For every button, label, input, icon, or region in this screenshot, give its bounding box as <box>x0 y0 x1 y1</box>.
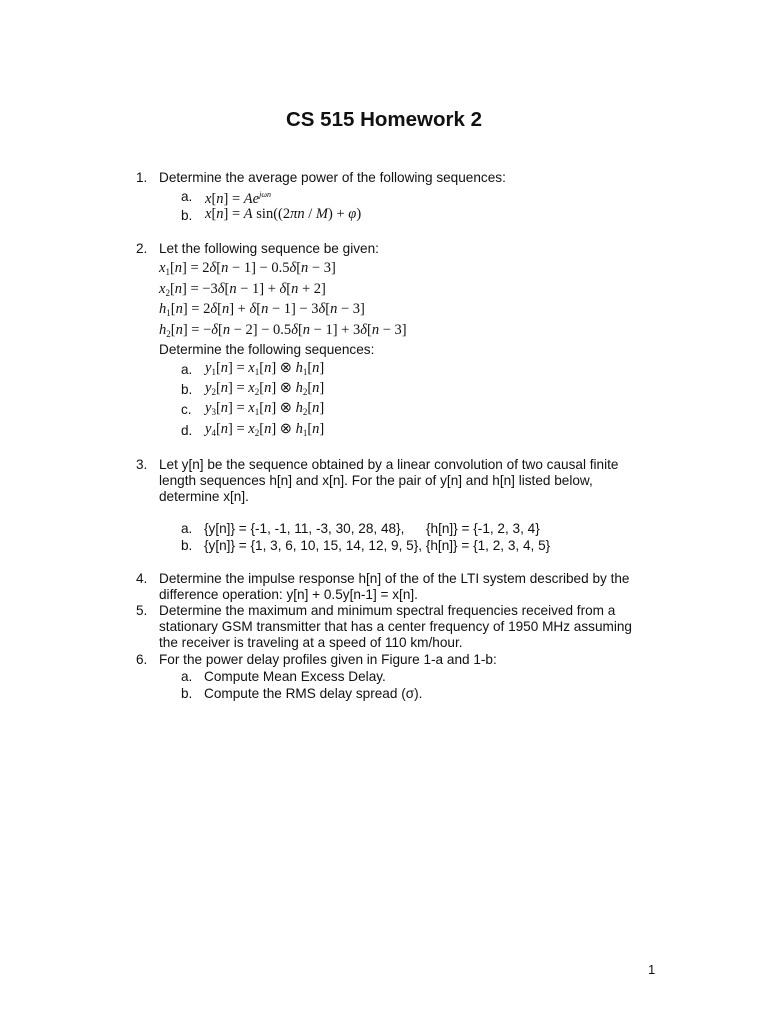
q2-c-label: c. <box>181 402 192 417</box>
q3-a-label: a. <box>181 521 193 536</box>
q3-number: 3. <box>136 457 148 472</box>
q2-a-label: a. <box>181 362 193 377</box>
q2-x2-equation: $x_2[n] = -3\delta[n - 1] + \delta[n + 2]$ <box>159 281 326 298</box>
q5-line-1: Determine the maximum and minimum spectral frequencies received from a <box>159 603 616 618</box>
q6-b-label: b. <box>181 686 193 701</box>
q3-a-y: {y[n]} = {-1, -1, 11, -3, 30, 28, 48}, <box>204 521 405 536</box>
q2-h1-equation: $h_1[n] = 2\delta[n] + \delta[n - 1] - 3\delta[n - 3]$ <box>159 301 365 318</box>
q2-a-equation: $y_1[n] = x_1[n]$ ⊗ $h_1[n]$ <box>205 360 325 377</box>
page-number: 1 <box>648 962 656 977</box>
q3-line-1: Let y[n] be the sequence obtained by a linear convolution of two causal finite <box>159 457 619 472</box>
q5-line-3: the receiver is traveling at a speed of 110 km/hour. <box>159 635 463 650</box>
q2-determine-text: Determine the following sequences: <box>159 342 375 357</box>
q3-line-3: determine x[n]. <box>159 489 249 504</box>
q3-b-label: b. <box>181 538 193 553</box>
q4-number: 4. <box>136 571 148 586</box>
q5-line-2: stationary GSM transmitter that has a center frequency of 1950 MHz assuming <box>159 619 632 634</box>
q1-b-equation: x[n] = A sin((2πn / M) + φ) <box>205 206 362 222</box>
q4-line-1: Determine the impulse response h[n] of the of the LTI system described by the <box>159 571 630 586</box>
q1-text: Determine the average power of the following sequences: <box>159 170 506 185</box>
q1-number: 1. <box>136 170 148 185</box>
q2-b-equation: $y_2[n] = x_2[n]$ ⊗ $h_2[n]$ <box>205 380 325 397</box>
q1-b-label: b. <box>181 208 193 223</box>
q3-line-2: length sequences h[n] and x[n]. For the pair of y[n] and h[n] listed below, <box>159 473 593 488</box>
q5-number: 5. <box>136 603 148 618</box>
page-title: CS 515 Homework 2 <box>286 108 482 131</box>
q2-number: 2. <box>136 241 148 256</box>
q3-b-text: {y[n]} = {1, 3, 6, 10, 15, 14, 12, 9, 5}, {h[n]} = {1, 2, 3, 4, 5} <box>204 538 551 553</box>
q3-a-h: {h[n]} = {-1, 2, 3, 4} <box>426 521 540 536</box>
q2-d-label: d. <box>181 423 193 438</box>
q2-text: Let the following sequence be given: <box>159 241 379 256</box>
q1-a-equation: $x[n] = Ae^{j\omega n}$ <box>205 190 271 207</box>
q2-h2-equation: $h_2[n] = -\delta[n - 2] - 0.5\delta[n - 1] + 3\delta[n - 3]$ <box>159 322 407 339</box>
q6-b-text: Compute the RMS delay spread (σ). <box>204 686 423 701</box>
q6-a-label: a. <box>181 669 193 684</box>
q6-number: 6. <box>136 652 148 667</box>
q6-text: For the power delay profiles given in Figure 1-a and 1-b: <box>159 652 497 667</box>
q4-line-2: difference operation: y[n] + 0.5y[n-1] = x[n]. <box>159 587 418 602</box>
q2-c-equation: $y_3[n] = x_1[n]$ ⊗ $h_2[n]$ <box>205 400 325 417</box>
q2-x1-equation: $x_1[n] = 2\delta[n - 1] - 0.5\delta[n - 3]$ <box>159 260 336 277</box>
q1-a-label: a. <box>181 189 193 204</box>
q2-b-label: b. <box>181 382 193 397</box>
q6-a-text: Compute Mean Excess Delay. <box>204 669 386 684</box>
q2-d-equation: $y_4[n] = x_2[n]$ ⊗ $h_1[n]$ <box>205 421 325 438</box>
